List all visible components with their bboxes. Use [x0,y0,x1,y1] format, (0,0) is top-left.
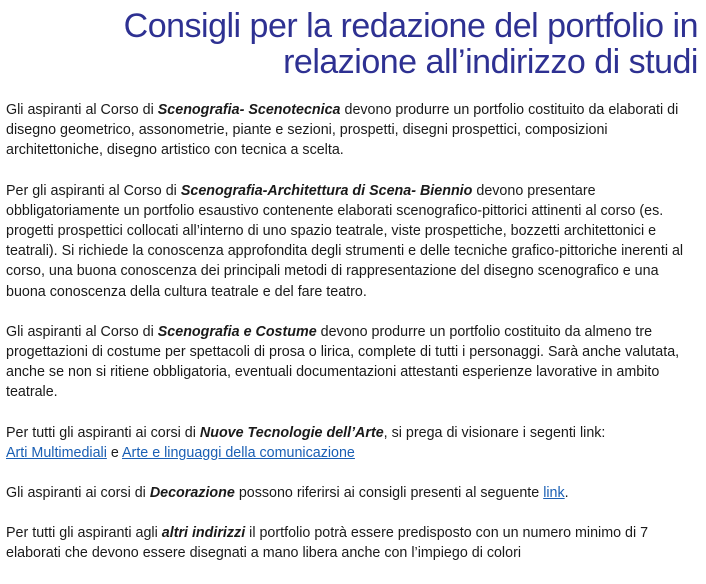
course-name-architettura-di-scena: Scenografia-Architettura di Scena- Biennio [180,182,473,199]
paragraph-nuove-tecnologie [6,423,700,463]
course-name-scenografia-e-costume: Scenografia e Costume [157,323,317,340]
paragraph-text: devono produrre un portfolio costituito da almeno tre progettazioni di costume per spettacoli di prosa o lirica, complete di tutti i personaggi. Sarà anche valutata, anche se non si ritiene obbligatoria, eventuali documentazioni attestanti esperienze lavorative in ambito teatrale. [6,323,680,401]
paragraph-text: , si prega di visionare i segenti link: [383,424,606,441]
link-arte-e-linguaggi[interactable]: Arte e linguaggi della comunicazione [122,444,355,461]
paragraph-text: il portfolio potrà essere predisposto con un numero minimo di 7 elaborati che devono essere disegnati a mano libera anche con l’impiego di colori [6,525,649,562]
paragraph-decorazione [6,483,700,503]
paragraph-text: Gli aspiranti al Corso di [6,102,158,118]
paragraph-architettura-di-scena [6,181,700,302]
link-decorazione[interactable]: link [543,485,565,502]
article-body [6,100,700,584]
page-title-line-2: relazione all’indirizzo di studi [283,43,698,81]
course-name-scenotecnica: Scenografia- Scenotecnica [157,102,341,118]
paragraph-scenotecnica [6,100,700,161]
paragraph-text: e [106,444,123,461]
paragraph-text: Per gli aspiranti al Corso di [6,182,181,199]
paragraph-text: Gli aspiranti ai corsi di [6,485,150,502]
paragraph-altri-indirizzi [6,523,700,563]
paragraph-text: devono produrre un portfolio costituito da elaborati di disegno geometrico, assonometrie, piante e sezioni, prospetti, disegni prospettici, composizioni architettoniche, disegno artistico con tecnica a scelta. [6,102,679,159]
page-title-line-1: Consigli per la redazione del portfolio in [123,7,698,45]
course-name-altri-indirizzi: altri indirizzi [161,525,246,542]
paragraph-text: possono riferirsi ai consigli presenti al seguente [234,485,544,502]
paragraph-text: Gli aspiranti al Corso di [6,323,158,340]
paragraph-text: devono presentare obbligatoriamente un portfolio esaustivo contenente elaborati scenografico-pittorici attinenti al corso (es. progetti prospettici collocati all’interno di uno spazio teatrale, viste prospettiche, bozzetti architettonici e teatrali). Si richiede la conoscenza approfondita degli strumenti e delle tecniche grafico-pittoriche inerenti al corso, una buona conoscenza dei principali metodi di rappresentazione del disegno scenografico e una buona conoscenza della cultura teatrale e del fare teatro. [6,182,684,300]
course-name-decorazione: Decorazione [149,485,235,502]
course-name-nuove-tecnologie: Nuove Tecnologie dell’Arte [199,424,384,441]
paragraph-text: Per tutti gli aspiranti ai corsi di [6,424,200,441]
link-arti-multimediali[interactable]: Arti Multimediali [6,444,107,461]
page-title [124,8,698,80]
paragraph-text: . [564,485,569,502]
paragraph-scenografia-e-costume [6,322,700,403]
paragraph-text: Per tutti gli aspiranti agli [6,525,162,542]
